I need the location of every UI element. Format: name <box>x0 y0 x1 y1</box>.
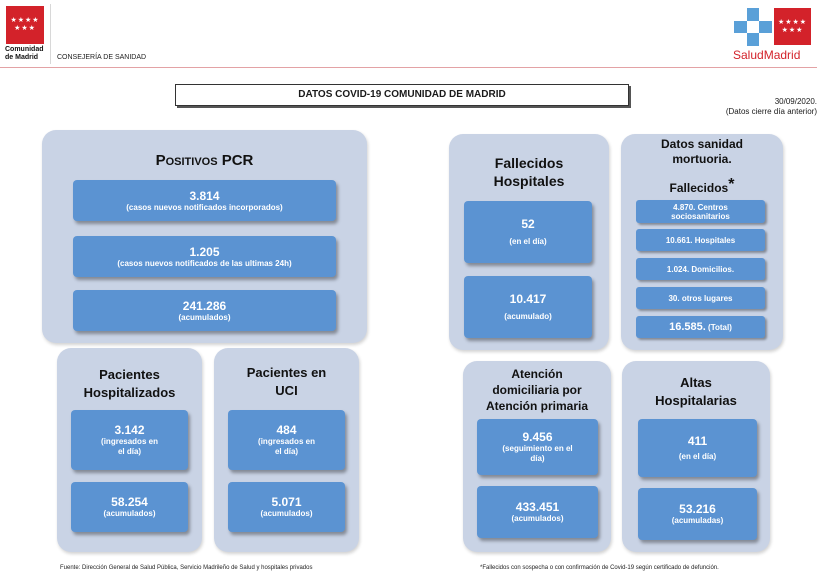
panel-subtitle: Fallecidos* <box>669 176 735 195</box>
stars-icon: ★★★ <box>781 26 804 34</box>
panel-title: Positivos PCR <box>155 152 254 169</box>
department-label: CONSEJERÍA DE SANIDAD <box>57 54 147 61</box>
panel-title: Pacientes Hospitalizados <box>83 367 176 400</box>
stat-casos-incorporados: 3.814 (casos nuevos notificados incorporados) <box>73 180 336 221</box>
stat-atencion-acumulados: 433.451 (acumulados) <box>477 486 598 538</box>
panel-pacientes-hospitalizados <box>57 348 202 552</box>
stars-icon: ★★★ <box>14 25 36 32</box>
panel-title: Datos sanidad mortuoria. <box>660 137 744 166</box>
stat-hospitalizados-dia: 3.142 (ingresados en el día) <box>71 410 188 470</box>
stat-atencion-dia: 9.456 (seguimiento en el día) <box>477 419 598 475</box>
salud-madrid-flag-logo <box>774 8 811 45</box>
panel-fallecidos-hospitales <box>449 134 609 350</box>
header-rule <box>0 67 817 68</box>
panel-title: Pacientes en UCI <box>246 365 327 398</box>
stat-mortuoria-sociosanitarios: 4.870. Centros sociosanitarios <box>636 200 765 223</box>
stat-uci-dia: 484 (ingresados en el día) <box>228 410 345 470</box>
footer-note: *Fallecidos con sospecha o con confirmación de Covid-19 según certificado de defunción. <box>480 565 719 571</box>
panel-pacientes-uci <box>214 348 359 552</box>
footer-source: Fuente: Dirección General de Salud Pública, Servicio Madrileño de Salud y hospitales privados <box>60 565 313 571</box>
panel-title: Altas Hospitalarias <box>655 375 737 408</box>
comunidad-madrid-flag-logo <box>6 6 44 44</box>
stat-fallecidos-acumulado: 10.417 (acumulado) <box>464 276 592 338</box>
stat-mortuoria-total: 16.585. (Total) <box>636 316 765 338</box>
asterisk-mark: * <box>728 176 735 193</box>
stat-casos-acumulados: 241.286 (acumulados) <box>73 290 336 331</box>
salud-madrid-logo-text: SaludMadrid <box>733 48 801 62</box>
health-cross-icon <box>734 8 772 46</box>
stat-mortuoria-hospitales: 10.661. Hospitales <box>636 229 765 251</box>
stars-icon: ★★★★ <box>777 18 808 26</box>
stat-mortuoria-domicilios: 1.024. Domicilios. <box>636 258 765 280</box>
stat-altas-acumuladas: 53.216 (acumuladas) <box>638 488 757 540</box>
stat-uci-acumulados: 5.071 (acumulados) <box>228 482 345 532</box>
stat-hospitalizados-acumulados: 58.254 (acumulados) <box>71 482 188 532</box>
stat-fallecidos-dia: 52 (en el día) <box>464 201 592 263</box>
stat-altas-dia: 411 (en el día) <box>638 419 757 477</box>
comunidad-madrid-name: Comunidad de Madrid <box>5 46 44 61</box>
stat-mortuoria-otros: 30. otros lugares <box>636 287 765 309</box>
panel-title: Fallecidos Hospitales <box>493 155 565 189</box>
report-date: 30/09/2020. (Datos cierre día anterior) <box>725 97 817 116</box>
page-title: DATOS COVID-19 COMUNIDAD DE MADRID <box>175 84 629 106</box>
stars-icon: ★★★★ <box>10 17 40 24</box>
panel-title: Atención domiciliaria por Atención primaria <box>485 367 589 413</box>
panel-positivos-pcr <box>42 130 367 343</box>
header-divider <box>50 4 51 64</box>
panel-sanidad-mortuoria <box>621 134 783 350</box>
panel-atencion-domiciliaria <box>463 361 611 552</box>
panel-altas-hospitalarias <box>622 361 770 552</box>
stat-casos-24h: 1.205 (casos nuevos notificados de las ultimas 24h) <box>73 236 336 277</box>
